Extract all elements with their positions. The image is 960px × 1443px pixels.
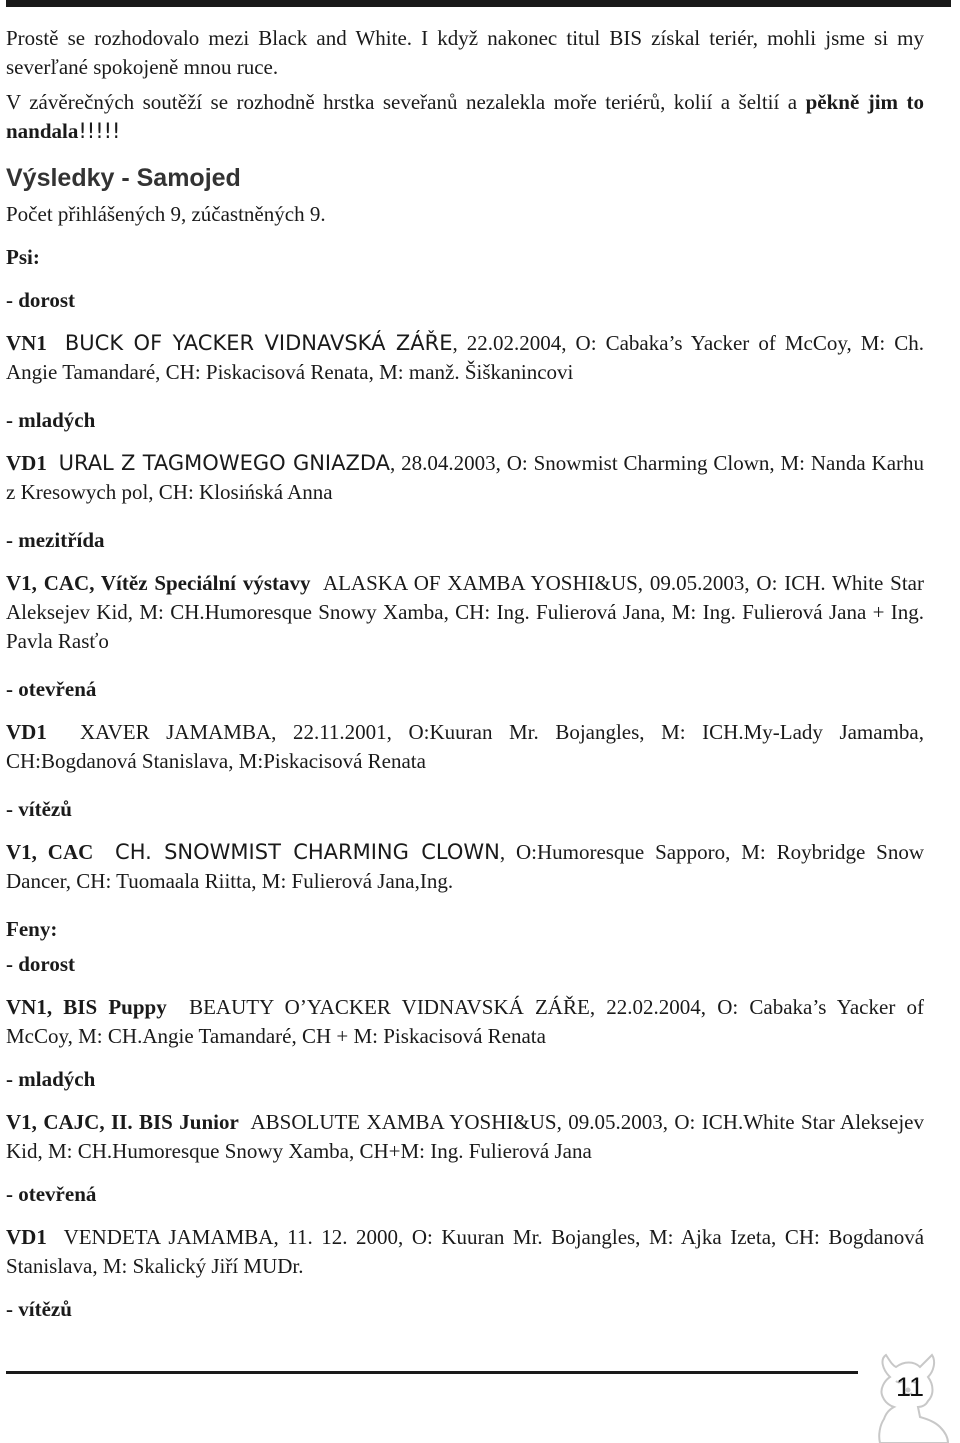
dogs-class-dorost: - dorost: [6, 288, 76, 312]
result-entry: [6, 1108, 924, 1166]
result-details: , O:Humoresque Sapporo, M: Roybridge Snow Dancer, CH: Tuomaala Riitta, M: Fulierová Jana,Ing.: [6, 840, 924, 893]
bitches-label: Feny:: [6, 917, 58, 941]
result-entry: [6, 449, 924, 507]
result-details: , 28.04.2003, O: Snowmist Charming Clown, M: Nanda Karhu z Kresowych pol, CH: Klosińská Anna: [6, 451, 925, 504]
section-heading: Výsledky - Samojed: [6, 164, 241, 192]
result-rating: V1, CAC, Vítěz Speciální výstavy: [6, 571, 311, 595]
intro-paragraph-2-end: !!!!!: [78, 119, 121, 143]
page-content: [6, 24, 924, 1324]
intro-paragraph-2-bold: pěkně jim to nandala: [6, 90, 924, 143]
result-details: , 22.02.2004, O: Cabaka’s Yacker of McCoy, M: Ch. Angie Tamandaré, CH: Piskacisová Renata, M: manž. Šiškanincovi: [6, 331, 925, 384]
intro-paragraph-2: [6, 88, 924, 146]
result-entry: [6, 1223, 924, 1281]
dog-name: BUCK OF YACKER VIDNAVSKÁ ZÁŘE: [64, 331, 453, 355]
result-entry: [6, 838, 924, 896]
page-number: 11: [895, 1372, 925, 1402]
result-details: , 22.11.2001, O:Kuuran Mr. Bojangles, M: ICH.My-Lady Jamamba, CH:Bogdanová Stanislava, M:Piskacisová Renata: [6, 720, 924, 773]
result-details: , 09.05.2003, O: ICH.White Star Aleksejev Kid, M: CH.Humoresque Snowy Xamba, CH+M: Ing. Fulierová Jana: [6, 1110, 924, 1163]
dogs-label: Psi:: [6, 245, 40, 269]
result-rating: VN1: [6, 331, 47, 355]
intro-paragraph-2-text: V závěrečných soutěží se rozhodně hrstka seveřanů nezalekla moře teriérů, kolií a šeltií a: [6, 90, 806, 114]
result-entry: [6, 718, 924, 776]
result-rating: VD1: [6, 451, 47, 475]
result-entry: [6, 569, 924, 656]
result-rating: VN1, BIS Puppy: [6, 995, 167, 1019]
dog-name: CH. SNOWMIST CHARMING CLOWN: [115, 840, 500, 864]
result-rating: VD1: [6, 1225, 47, 1249]
bottom-rule: [6, 1371, 858, 1374]
result-rating: V1, CAJC, II. BIS Junior: [6, 1110, 239, 1134]
top-rule: [6, 0, 951, 7]
bitches-class-otevrena: - otevřená: [6, 1182, 97, 1206]
result-details: , 09.05.2003, O: ICH. White Star Aleksejev Kid, M: CH.Humoresque Snowy Xamba, CH: Ing. Fulierová Jana, M: Ing. Fulierová Jana + Ing. Pavla Rasťo: [6, 571, 924, 653]
count-line: Počet přihlášených 9, zúčastněných 9.: [6, 202, 326, 226]
dogs-class-vitezu: - vítězů: [6, 797, 72, 821]
dog-name: ABSOLUTE XAMBA YOSHI&US: [250, 1110, 557, 1134]
dogs-class-mezitrida: - mezitřída: [6, 528, 105, 552]
dog-name: VENDETA JAMAMBA: [63, 1225, 274, 1249]
intro-paragraph-1: Prostě se rozhodovalo mezi Black and White. I když nakonec titul BIS získal teriér, mohli jsme si my severľané spokojeně mnou ruce.: [6, 26, 924, 79]
dog-name: ALASKA OF XAMBA YOSHI&US: [322, 571, 638, 595]
dog-name: BEAUTY O’YACKER VIDNAVSKÁ ZÁŘE: [189, 995, 590, 1019]
result-rating: V1, CAC: [6, 840, 94, 864]
result-rating: VD1: [6, 720, 47, 744]
dog-name: URAL Z TAGMOWEGO GNIAZDA: [58, 451, 391, 475]
result-entry: [6, 993, 924, 1051]
result-details: , 22.02.2004, O: Cabaka’s Yacker of McCoy, M: CH.Angie Tamandaré, CH + M: Piskacisová Renata: [6, 995, 924, 1048]
bitches-class-dorost: - dorost: [6, 952, 76, 976]
dog-name: XAVER JAMAMBA: [79, 720, 272, 744]
dogs-class-otevrena: - otevřená: [6, 677, 97, 701]
result-entry: [6, 329, 924, 387]
bitches-class-mladych: - mladých: [6, 1067, 96, 1091]
bitches-class-vitezu: - vítězů: [6, 1297, 72, 1321]
dogs-class-mladych: - mladých: [6, 408, 96, 432]
result-details: , 11. 12. 2000, O: Kuuran Mr. Bojangles, M: Ajka Izeta, CH: Bogdanová Stanislava, M: Skalický Jiří MUDr.: [6, 1225, 925, 1278]
